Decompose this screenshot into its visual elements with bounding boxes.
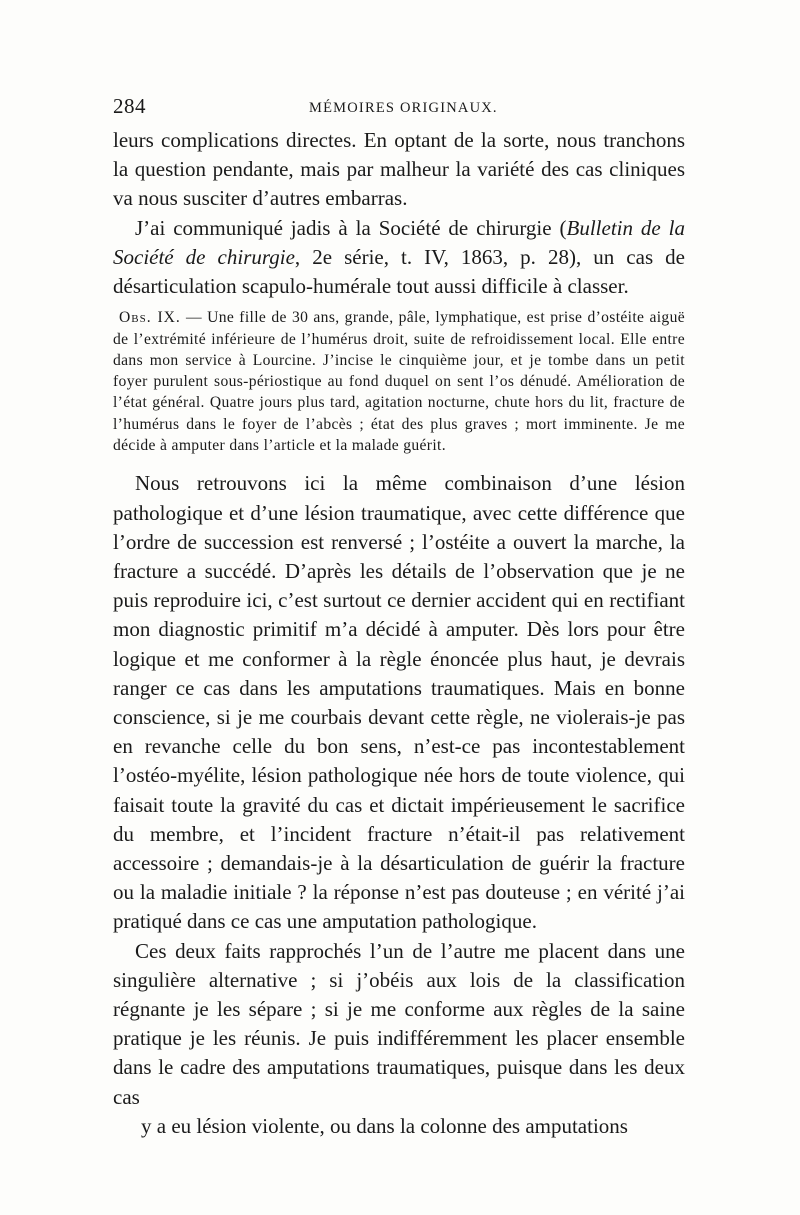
paragraph-case-intro-text-start: J’ai communiqué jadis à la Société de chirurgie (: [135, 215, 567, 240]
observation-label: Obs. IX.: [119, 309, 181, 327]
paragraph-alternative: Ces deux faits rapprochés l’un de l’autre me placent dans une singulière alternative ; si j’obéis aux lois de la classification régnante je les sépare ; si je me conforme aux règles de la saine pratique je les réunis. Je puis indifféremment les placer ensemble dans le cadre des amputations traumatiques, puisque dans les deux cas: [113, 938, 685, 1109]
paragraph-case-intro-text-end: , 2e série, t. IV, 1863, p. 28), un cas de désarticulation scapulo-humérale tout aussi difficile à classer.: [113, 244, 685, 299]
running-title: MÉMOIRES ORIGINAUX.: [309, 100, 498, 116]
paragraph-alternative-last-line: y a eu lésion violente, ou dans la colonne des amputations: [141, 1113, 628, 1138]
observation-text: — Une fille de 30 ans, grande, pâle, lymphatique, est prise d’ostéite aiguë de l’extrémité inférieure de l’humérus droit, suite de refroidissement local. Elle entre dans mon service à Lourcine. J’incise le cinquième jour, et je tombe dans un petit foyer purulent sous-périostique au fond duquel on sent l’os dénudé. Amélioration de l’état général. Quatre jours plus tard, agitation nocturne, chute hors du lit, fracture de l’humérus dans le foyer de l’abcès ; état des plus graves ; mort imminente. Je me décide à amputer dans l’article et la malade guérit.: [113, 309, 685, 454]
observation-block: [113, 307, 685, 456]
page-number: 284: [113, 94, 146, 118]
book-page: [113, 92, 685, 1141]
paragraph-continuation: leurs complications directes. En optant de la sorte, nous tranchons la question pendante, mais par malheur la variété des cas cliniques va nous susciter d’autres embarras.: [113, 128, 685, 211]
page-header: [113, 92, 685, 126]
paragraph-case-intro: [113, 214, 685, 302]
bulletin-citation: Bulletin de la Société de chirurgie: [113, 215, 685, 269]
paragraph-discussion: Nous retrouvons ici la même combinaison d’une lésion pathologique et d’une lésion traumatique, avec cette différence que l’ordre de succession est renversé ; l’ostéite a ouvert la marche, la fracture a succédé. D’après les détails de l’observation que je ne puis reproduire ici, c’est surtout ce dernier accident qui en rectifiant mon diagnostic primitif m’a décidé à amputer. Dès lors pour être logique et me conformer à la règle énoncée plus haut, je devrais ranger ce cas dans les amputations traumatiques. Mais en bonne conscience, si je me courbais devant cette règle, ne violerais-je pas en revanche celle du bon sens, n’est-ce pas incontestablement l’ostéo-myélite, lésion pathologique née hors de toute violence, qui faisait toute la gravité du cas et dictait impérieusement le sacrifice du membre, et l’incident fracture n’était-il pas relativement accessoire ; demandais-je à la désarticulation de guérir la fracture ou la maladie initiale ? la réponse n’est pas douteuse ; en vérité j’ai pratiqué dans ce cas une amputation pathologique.: [113, 471, 685, 934]
